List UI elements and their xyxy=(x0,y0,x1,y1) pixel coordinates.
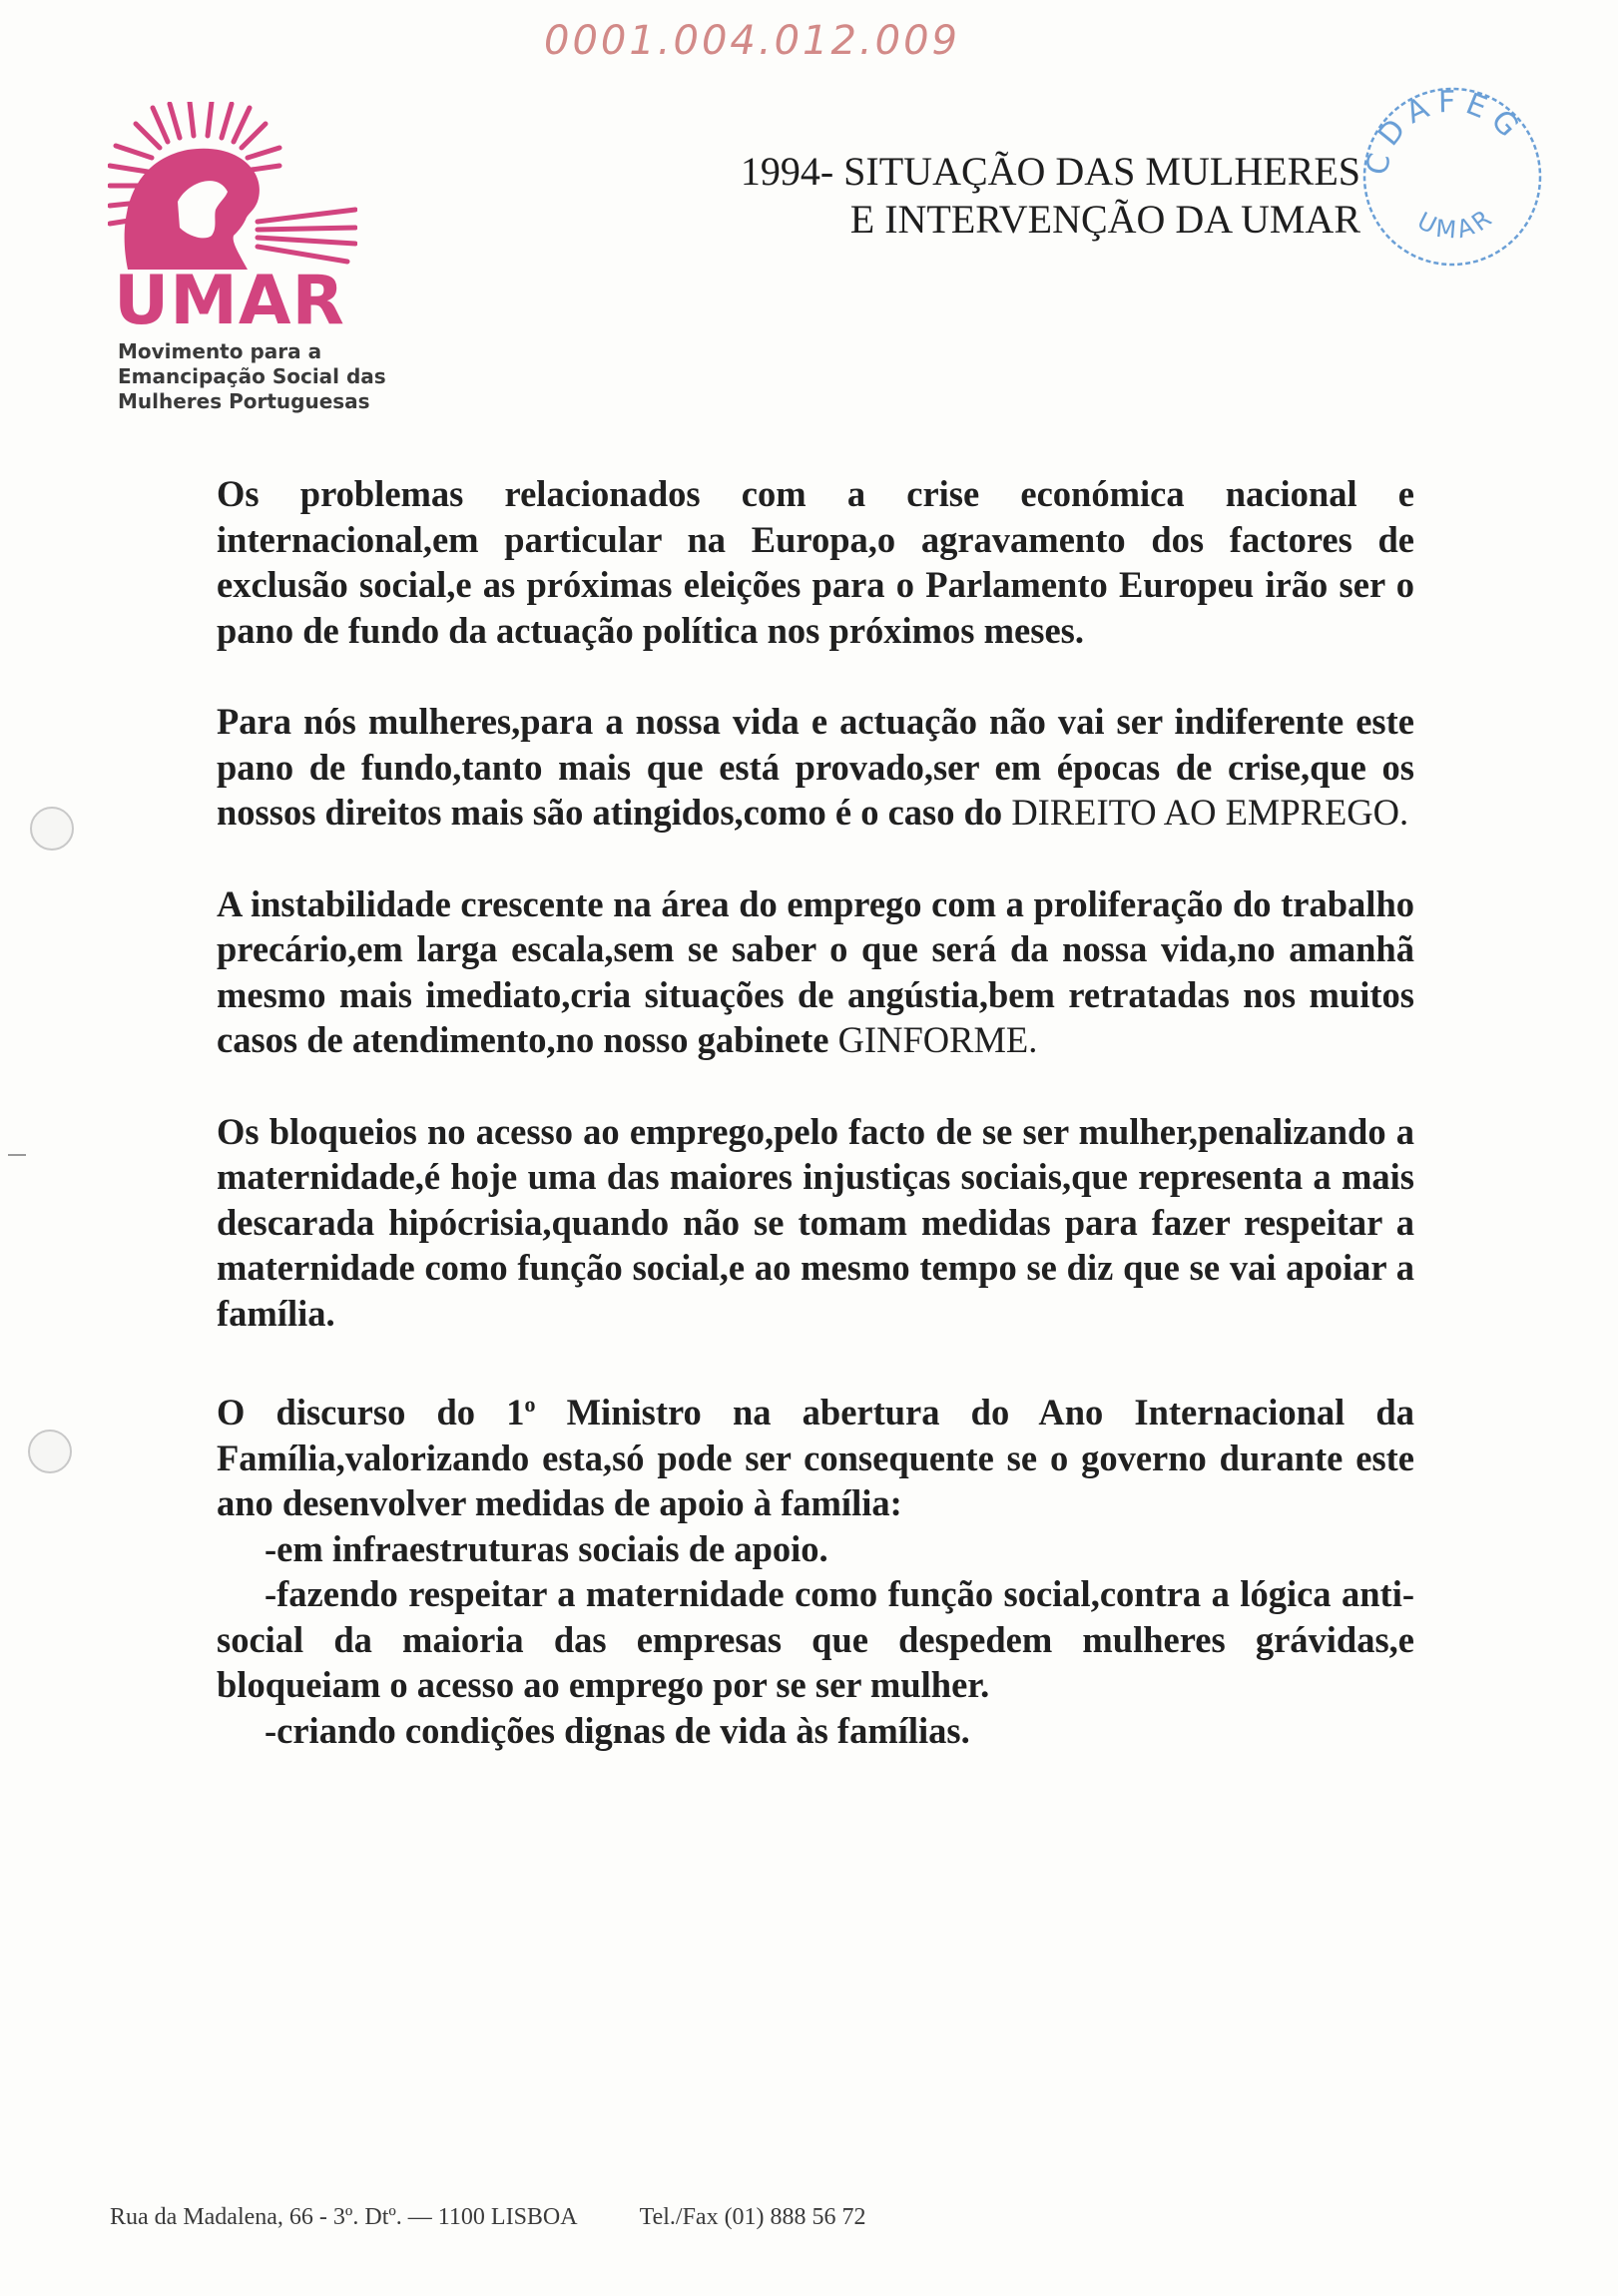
paragraph-5-intro-b: Ministro na abertura do Ano Internacional da Família,valorizando esta,só pode ser consequente se o governo durante este ano desenvolver medidas de apoio à família: xyxy=(217,1392,1414,1524)
document-body xyxy=(217,471,1414,1753)
footer-phone: Tel./Fax (01) 888 56 72 xyxy=(639,2204,866,2230)
paragraph-2 xyxy=(217,699,1414,836)
list-item: -criando condições dignas de vida às famílias. xyxy=(265,1709,970,1751)
document-title xyxy=(741,148,1360,244)
title-line-1: 1994- SITUAÇÃO DAS MULHERES xyxy=(740,149,1360,194)
list-item: -fazendo respeitar a maternidade como função social,contra a lógica anti-social da maioria das empresas que despedem mulheres grávidas,e bloqueiam o acesso ao emprego por se ser mulher. xyxy=(217,1573,1414,1706)
paragraph-2-text: Para nós mulheres,para a nossa vida e actuação não vai ser indiferente este pano de fundo,tanto mais que está provado,ser em épocas de crise,que os nossos direitos mais são atingidos,como é o caso do xyxy=(217,701,1414,833)
paragraph-4: Os bloqueios no acesso ao emprego,pelo facto de se ser mulher,penalizando a maternidade,é hoje uma das maiores injustiças sociais,que representa a mais descarada hipócrisia,quando não se tomam medidas para fazer respeitar a maternidade como função social,e ao mesmo tempo se diz que se vai apoiar a família. xyxy=(217,1110,1414,1334)
logo-subtitle-line: Emancipação Social das xyxy=(118,364,386,388)
margin-mark xyxy=(8,1154,26,1156)
paragraph-5-superscript: o xyxy=(524,1392,536,1417)
umar-logo xyxy=(108,102,386,413)
footer-address: Rua da Madalena, 66 - 3º. Dtº. — 1100 LISBOA xyxy=(110,2204,578,2230)
letterhead-footer xyxy=(110,2204,866,2231)
paragraph-1: Os problemas relacionados com a crise económica nacional e internacional,em particular na Europa,o agravamento dos factores de exclusão social,e as próximas eleições para o Parlamento Europeu irão ser o pano de fundo da actuação política nos próximos meses. xyxy=(217,473,1414,651)
stamp-top-text: CDAFEG xyxy=(1359,84,1531,179)
archive-code: 0001.004.012.009 xyxy=(544,18,960,64)
logo-wordmark: UMAR xyxy=(114,262,345,340)
paragraph-3 xyxy=(217,881,1414,1063)
archive-stamp xyxy=(1357,82,1547,277)
punch-hole xyxy=(30,807,74,851)
logo-subtitle-line: Mulheres Portuguesas xyxy=(118,389,370,413)
logo-subtitle-line: Movimento para a xyxy=(118,339,322,363)
punch-hole xyxy=(28,1430,72,1473)
title-line-2: E INTERVENÇÃO DA UMAR xyxy=(849,197,1360,242)
paragraph-3-text: A instabilidade crescente na área do emprego com a proliferação do trabalho precário,em larga escala,sem se saber o que será da nossa vida,no amanhã mesmo mais imediato,cria situações de angústia,bem retratadas nos muitos casos de atendimento,no nosso gabinete xyxy=(217,882,1414,1060)
logo-subtitle xyxy=(118,339,387,414)
umar-emblem-icon xyxy=(108,102,357,272)
paragraph-3-emphasis: GINFORME. xyxy=(837,1019,1038,1060)
paragraph-5 xyxy=(217,1382,1414,1753)
paragraph-5-intro-a: O discurso do 1 xyxy=(217,1392,525,1434)
stamp-bottom-text: UMAR xyxy=(1412,202,1500,245)
paragraph-2-emphasis: DIREITO AO EMPREGO. xyxy=(1011,792,1409,833)
list-item: -em infraestruturas sociais de apoio. xyxy=(265,1527,828,1569)
